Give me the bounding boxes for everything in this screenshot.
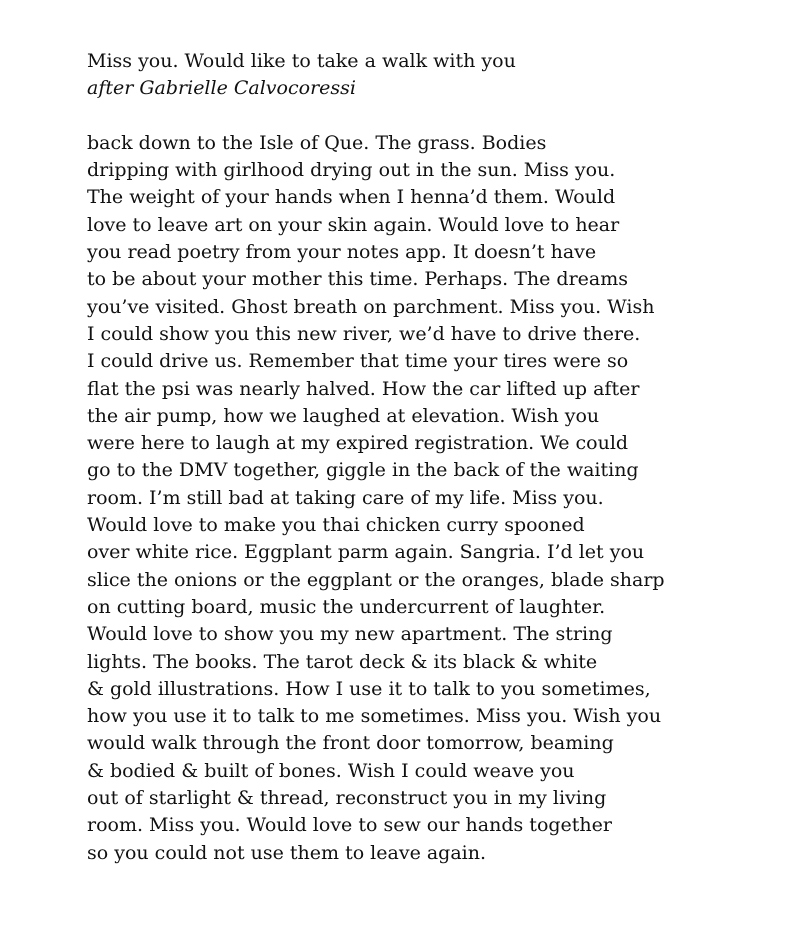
poem [87,48,787,867]
poem-line: slice the onions or the eggplant or the oranges, blade sharp [87,568,665,591]
poem-line: The weight of your hands when I henna’d them. Would [87,186,616,209]
poem-line: I could show you this new river, we’d have to drive there. [87,322,641,345]
poem-line: to be about your mother this time. Perhaps. The dreams [87,268,629,291]
poem-line: you’ve visited. Ghost breath on parchment. Miss you. Wish [87,295,655,318]
poem-title: Miss you. Would like to take a walk with you [87,50,516,72]
poem-line: & bodied & built of bones. Wish I could weave you [87,759,575,782]
poem-line: room. Miss you. Would love to sew our hands together [87,814,612,837]
poem-line: Would love to show you my new apartment. The string [87,623,613,646]
poem-line: lights. The books. The tarot deck & its black & white [87,650,598,673]
poem-line: back down to the Isle of Que. The grass. Bodies [87,131,547,154]
poem-line: were here to laugh at my expired registration. We could [87,432,629,455]
poem-line: over white rice. Eggplant parm again. Sangria. I’d let you [87,541,645,564]
poem-body [87,130,787,867]
poem-line: go to the DMV together, giggle in the back of the waiting [87,459,639,482]
stanza-spacer [87,103,787,130]
poem-line: the air pump, how we laughed at elevation. Wish you [87,404,600,427]
poem-line: I could drive us. Remember that time your tires were so [87,350,629,373]
poem-line: dripping with girlhood drying out in the sun. Miss you. [87,159,616,182]
poem-line: you read poetry from your notes app. It doesn’t have [87,241,597,264]
poem-dedication: after Gabrielle Calvocoressi [87,77,356,100]
poem-line: out of starlight & thread, reconstruct you in my living [87,787,607,810]
poem-line: would walk through the front door tomorrow, beaming [87,732,614,755]
poem-line: love to leave art on your skin again. Would love to hear [87,213,620,236]
poem-line: on cutting board, music the undercurrent of laughter. [87,595,606,618]
poem-line: room. I’m still bad at taking care of my life. Miss you. [87,486,604,509]
poem-line: & gold illustrations. How I use it to talk to you sometimes, [87,677,651,700]
poem-line: how you use it to talk to me sometimes. Miss you. Wish you [87,705,662,728]
poem-line: so you could not use them to leave again. [87,841,487,864]
poem-line: flat the psi was nearly halved. How the car lifted up after [87,377,640,400]
poem-line: Would love to make you thai chicken curry spooned [87,514,585,537]
